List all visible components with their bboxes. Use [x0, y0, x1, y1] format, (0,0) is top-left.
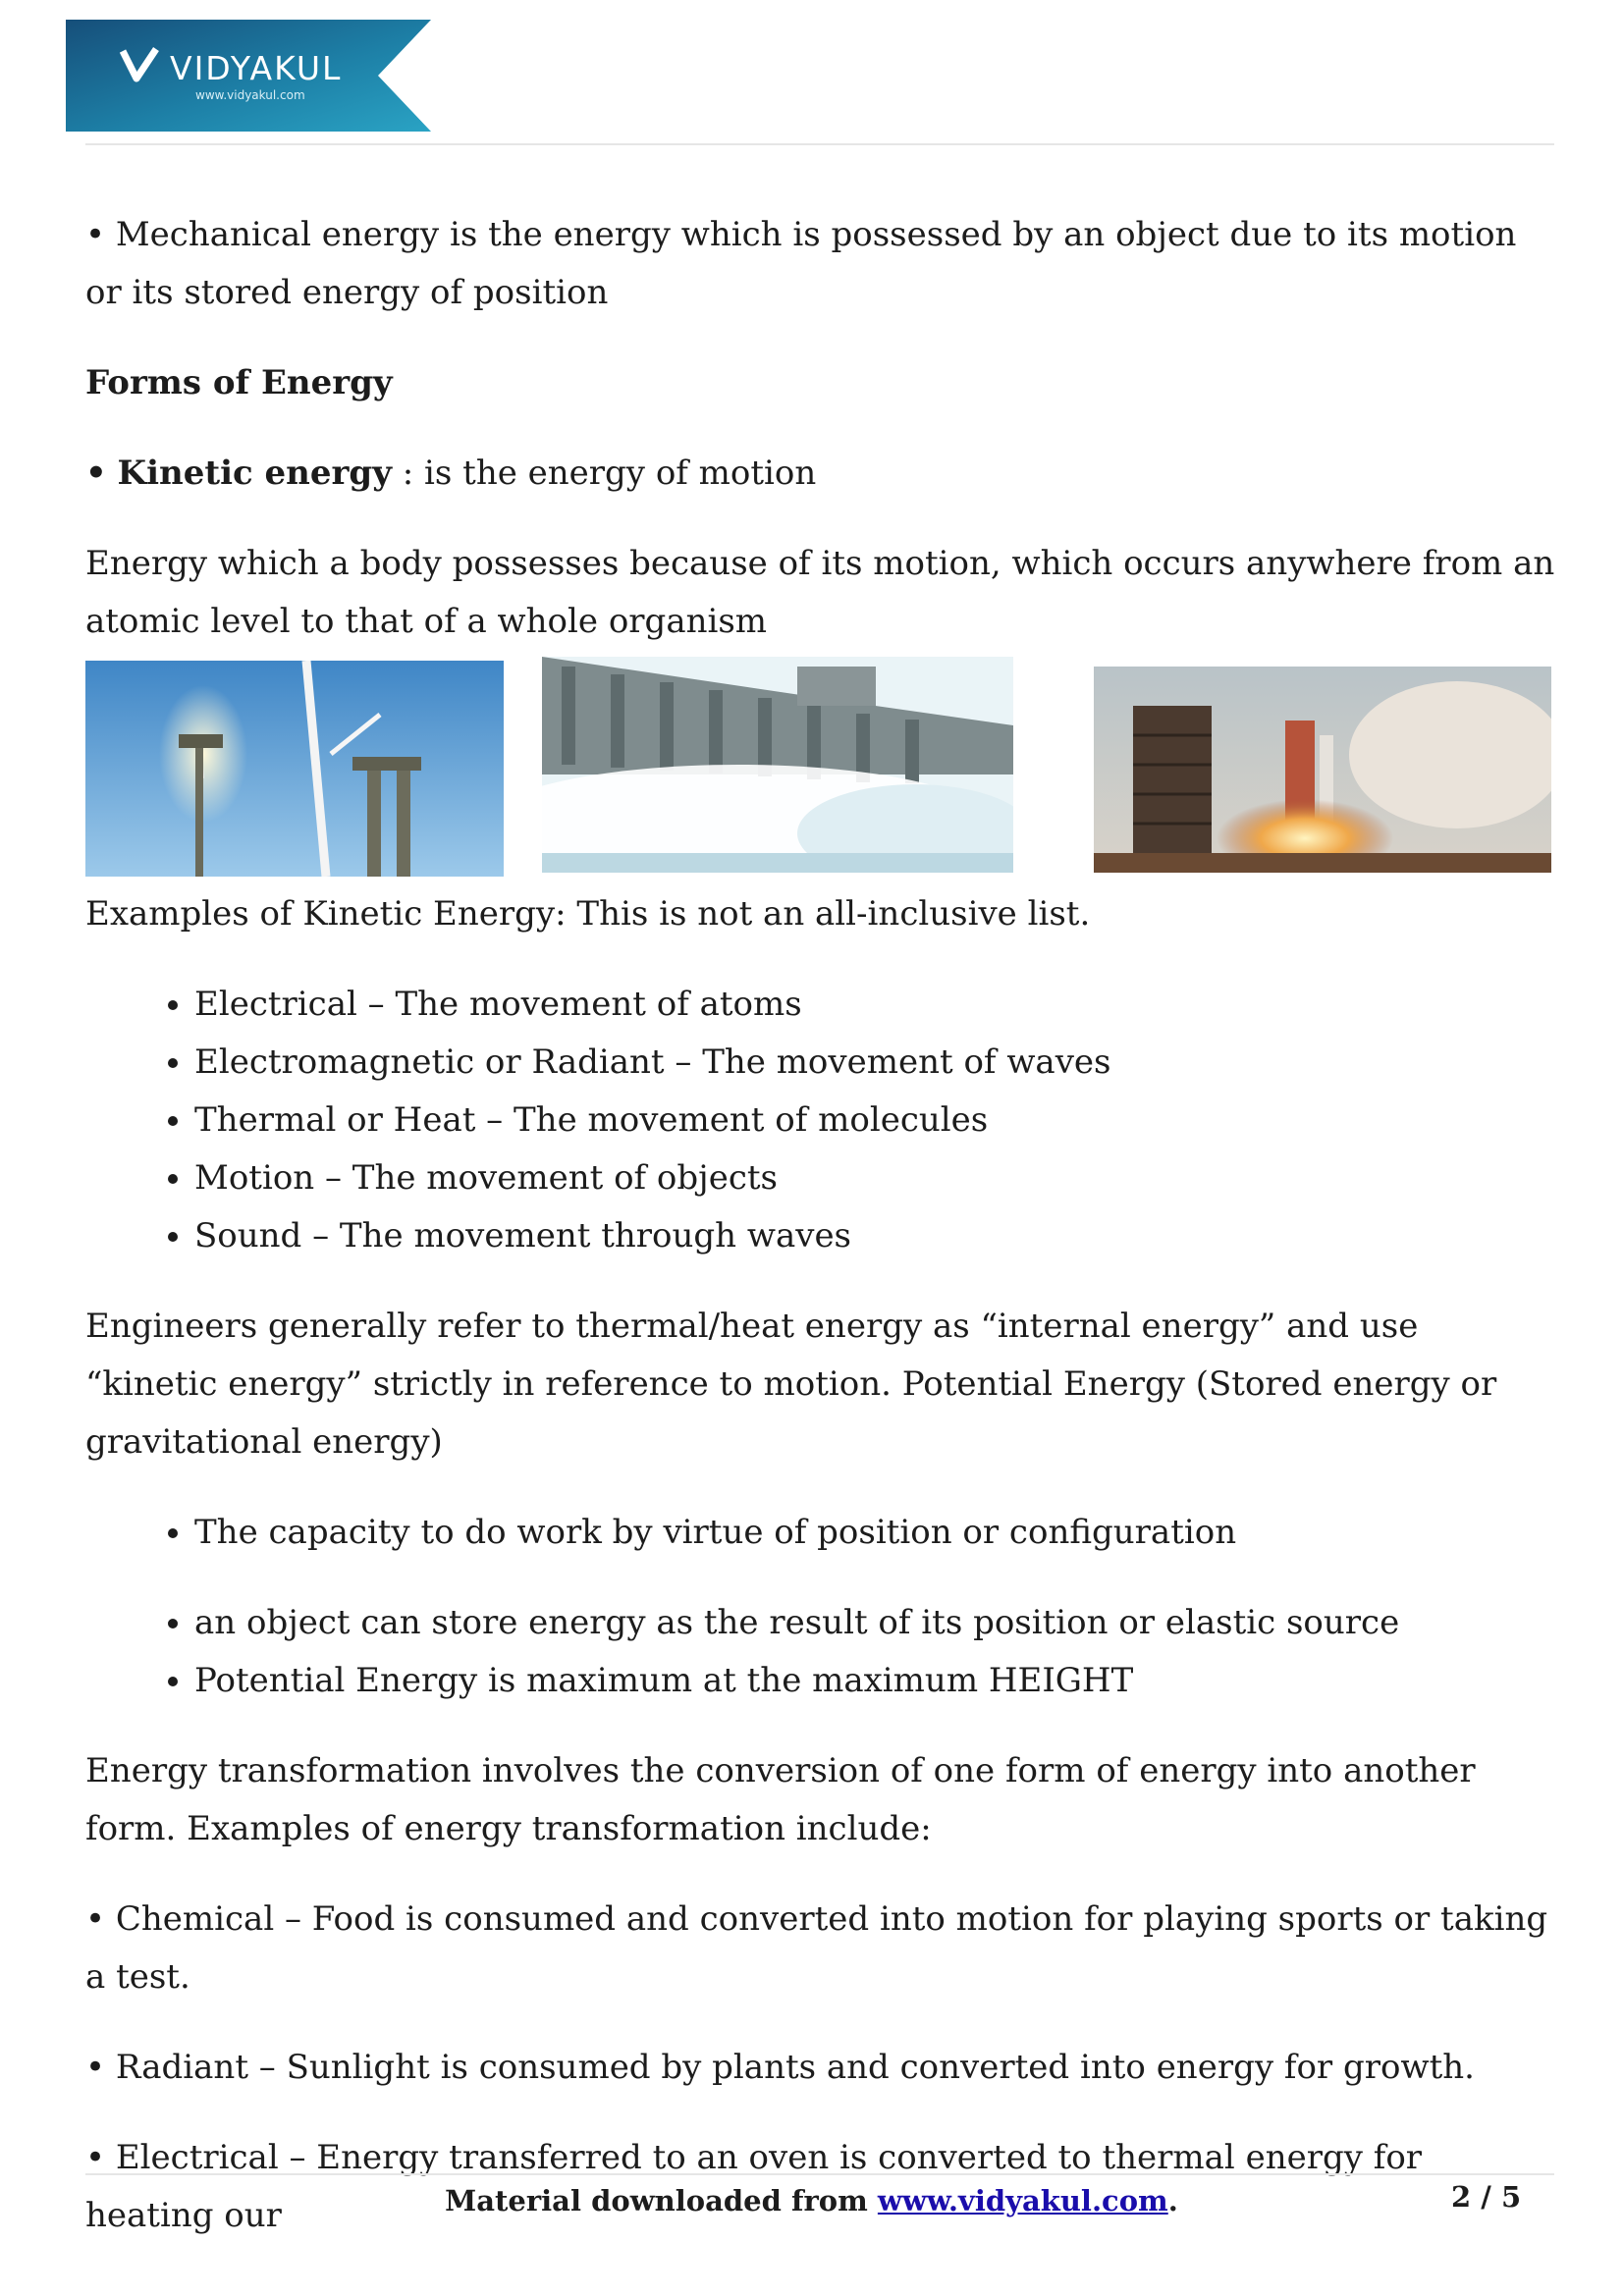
list-item: • Potential Energy is maximum at the maximum HEIGHT	[194, 1652, 1558, 1710]
header-divider	[85, 143, 1554, 145]
footer	[0, 2177, 1623, 2224]
brand-site: www.vidyakul.com	[195, 88, 305, 102]
kinetic-examples-list	[85, 976, 1558, 1265]
space-shuttle-launch-photo	[1094, 667, 1551, 873]
page-content	[85, 206, 1558, 2277]
page-number: 2 / 5	[1451, 2180, 1522, 2214]
list-item: • The capacity to do work by virtue of position or configuration	[194, 1504, 1558, 1562]
list-item: • Sound – The movement through waves	[194, 1207, 1558, 1265]
paragraph-chemical: • Chemical – Food is consumed and converted into motion for playing sports or taking a test.	[85, 1899, 1548, 1997]
list-item: • Electrical – The movement of atoms	[194, 976, 1558, 1034]
list-item: • Electromagnetic or Radiant – The movement of waves	[194, 1034, 1558, 1092]
wind-turbine-photo	[85, 661, 504, 877]
potential-list-first	[85, 1504, 1558, 1562]
footer-link[interactable]: www.vidyakul.com	[877, 2184, 1168, 2217]
kinetic-bullet: •	[85, 454, 107, 493]
paragraph-engineers: Engineers generally refer to thermal/heat energy as “internal energy” and use “kinetic energy” strictly in reference to motion. Potential Energy (Stored energy or gravitational energy)	[85, 1307, 1497, 1462]
paragraph-mechanical: • Mechanical energy is the energy which is possessed by an object due to its motion or its stored energy of position	[85, 215, 1517, 312]
footer-period: .	[1167, 2184, 1178, 2217]
kinetic-images-row	[85, 657, 1558, 880]
footer-divider	[85, 2173, 1554, 2175]
paragraph-kinetic-description: Energy which a body possesses because of its motion, which occurs anywhere from an atomic level to that of a whole organism	[85, 544, 1555, 641]
vidyakul-logo[interactable]	[66, 20, 431, 132]
heading-forms-of-energy: Forms of Energy	[85, 363, 393, 402]
footer-text: Material downloaded from	[445, 2184, 878, 2217]
paragraph-transformation: Energy transformation involves the conversion of one form of energy into another form. Examples of energy transformation include:	[85, 1751, 1476, 1848]
paragraph-radiant: • Radiant – Sunlight is consumed by plants and converted into energy for growth.	[85, 2048, 1475, 2087]
brand-name: VIDYAKUL	[170, 49, 343, 87]
kinetic-definition: : is the energy of motion	[402, 454, 817, 493]
list-item: • an object can store energy as the result of its position or elastic source	[194, 1594, 1558, 1652]
list-item: • Thermal or Heat – The movement of molecules	[194, 1092, 1558, 1149]
kinetic-term: Kinetic energy	[117, 454, 392, 493]
paragraph-kinetic	[85, 445, 1558, 503]
images-caption: Examples of Kinetic Energy: This is not an all-inclusive list.	[85, 894, 1091, 934]
paragraph-electrical: • Electrical – Energy transferred to an oven is converted to thermal energy for heating our	[85, 2138, 1423, 2235]
potential-list-second	[85, 1594, 1558, 1710]
dam-spillway-photo	[542, 657, 1013, 873]
list-item: • Motion – The movement of objects	[194, 1149, 1558, 1207]
